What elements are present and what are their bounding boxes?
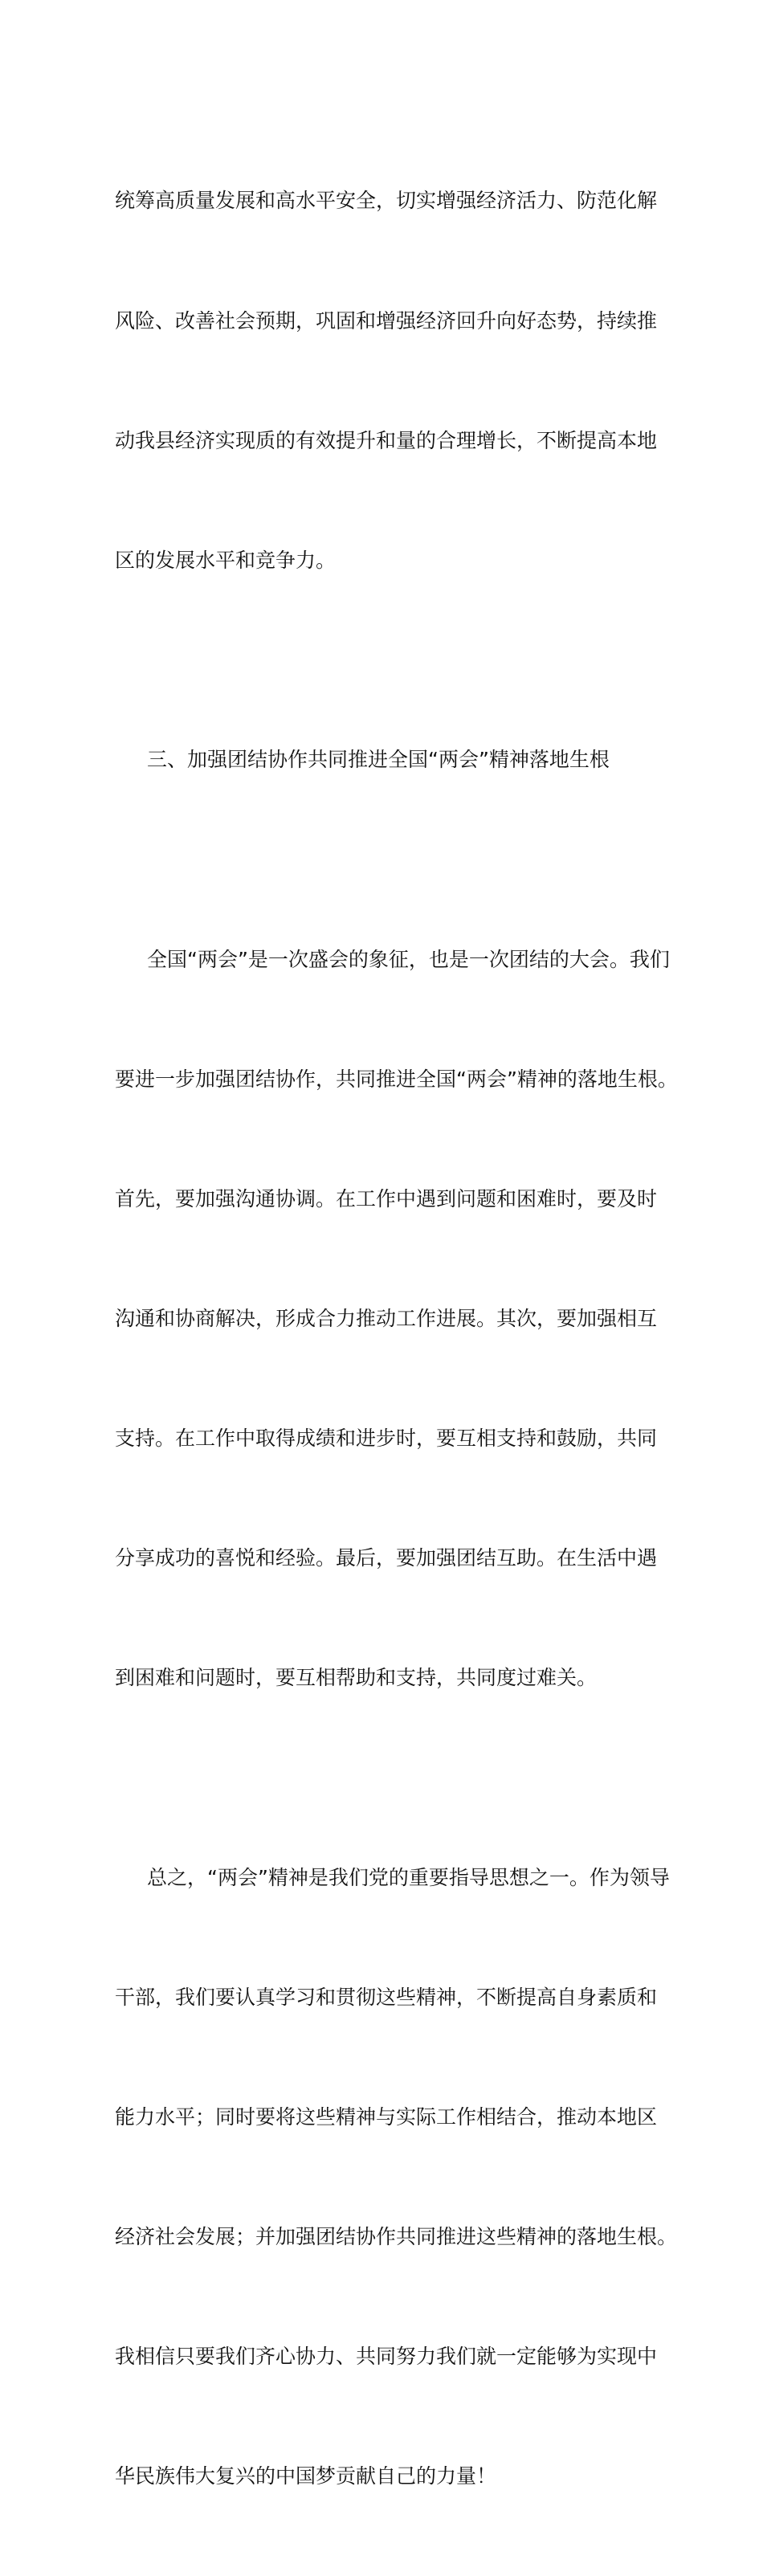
text-line: 要进一步加强团结协作，共同推进全国“两会”精神的落地生根。 — [115, 1067, 678, 1091]
paragraph-conclusion — [115, 1778, 678, 2576]
text-line: 全国“两会”是一次盛会的象征，也是一次团结的大会。我们 — [147, 947, 670, 971]
text-line: 统筹高质量发展和高水平安全，切实增强经济活力、防范化解 — [115, 189, 658, 213]
text-line: 到困难和问题时，要互相帮助和支持，共同度过难关。 — [115, 1666, 598, 1690]
text-line: 动我县经济实现质的有效提升和量的合理增长，不断提高本地 — [115, 428, 658, 452]
text-line: 区的发展水平和竞争力。 — [115, 548, 337, 572]
document-body — [115, 101, 678, 2576]
text-line: 支持。在工作中取得成绩和进步时，要互相支持和鼓励，共同 — [115, 1427, 658, 1451]
text-line: 风险、改善社会预期，巩固和增强经济回升向好态势，持续推 — [115, 308, 658, 333]
text-line: 首先，要加强沟通协调。在工作中遇到问题和困难时，要及时 — [115, 1186, 658, 1210]
text-line: 分享成功的喜悦和经验。最后，要加强团结互助。在生活中遇 — [115, 1546, 658, 1570]
paragraph-unity — [115, 859, 678, 1778]
text-line: 能力水平；同时要将这些精神与实际工作相结合，推动本地区 — [115, 2104, 658, 2129]
text-line: 总之，“两会”精神是我们党的重要指导思想之一。作为领导 — [147, 1865, 670, 1889]
text-line: 沟通和协商解决，形成合力推动工作进展。其次，要加强相互 — [115, 1306, 658, 1330]
paragraph-continuation — [115, 101, 658, 660]
text-line: 华民族伟大复兴的中国梦贡献自己的力量！ — [115, 2464, 497, 2488]
text-line: 经济社会发展；并加强团结协作共同推进这些精神的落地生根。 — [115, 2225, 678, 2249]
text-line: 干部，我们要认真学习和贯彻这些精神，不断提高自身素质和 — [115, 1985, 658, 2009]
section-heading — [115, 660, 653, 860]
text-line: 我相信只要我们齐心协力、共同努力我们就一定能够为实现中 — [115, 2345, 658, 2369]
section-heading-text: 三、加强团结协作共同推进全国“两会”精神落地生根 — [147, 748, 610, 772]
